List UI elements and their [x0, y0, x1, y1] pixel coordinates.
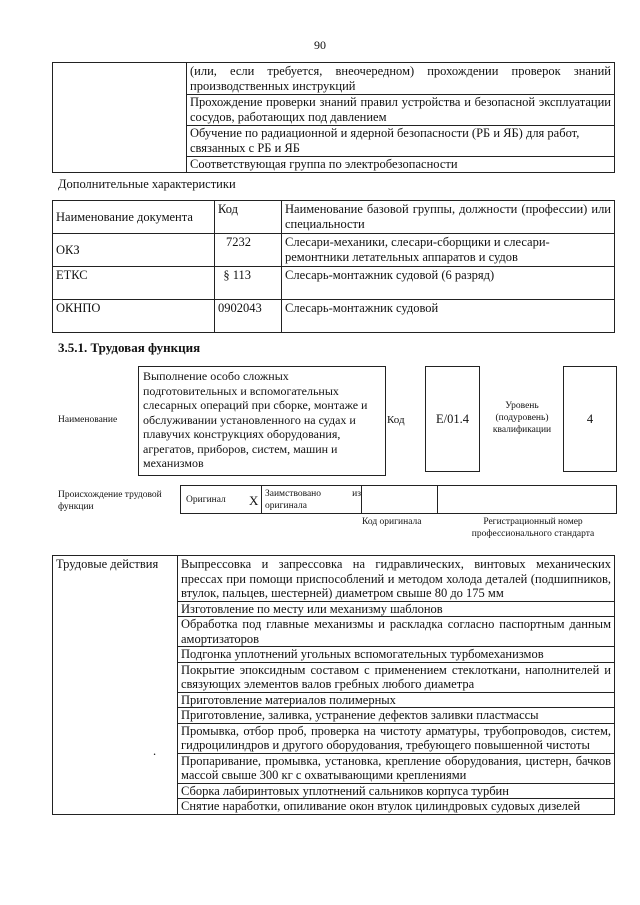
origin-row	[180, 485, 617, 514]
original-label: Оригинал	[186, 495, 226, 505]
code-original-caption: Код оригинала	[362, 517, 422, 527]
list-item: Снятие наработки, опиливание окон втулок цилиндровых судовых дизелей	[178, 798, 614, 814]
list-item: Выпрессовка и запрессовка на гидравлических, винтовых механических прессах при помощи приспособлений и методом холода деталей (подшипников, втулок, пальцев, шестерней) диаметром свыше 80 до 175 мм	[181, 557, 611, 600]
rule-item: Обучение по радиационной и ядерной безопасности (РБ и ЯБ) для работ, связанных с РБ и ЯБ	[187, 125, 614, 156]
section-heading: 3.5.1. Трудовая функция	[58, 340, 201, 355]
doc-name-cell: ОКЗ	[53, 234, 215, 267]
list-item: Пропаривание, промывка, установка, крепление оборудования, цистерн, бачков массой свыше 300 кг с охватывающими креплениями	[178, 753, 614, 783]
code-cell: 7232	[215, 234, 282, 267]
origin-label: Происхождение трудовой функции	[58, 490, 162, 512]
list-item: Подгонка уплотнений угольных вспомогательных турбомеханизмов	[178, 646, 614, 662]
divider	[261, 486, 262, 513]
header-code: Код	[215, 201, 282, 234]
reg-number-caption: Регистрационный номер профессионального стандарта	[471, 517, 595, 539]
stray-dot: .	[153, 744, 157, 758]
empty-label-cell	[53, 63, 187, 173]
page-number: 90	[314, 38, 326, 52]
name-label: Наименование	[58, 415, 118, 425]
qualification-level-label: Уровень (подуровень) квалификации	[492, 401, 552, 435]
list-item: Приготовление, заливка, устранение дефектов заливки пластмассы	[178, 707, 614, 723]
divider	[361, 486, 362, 513]
function-name-box: Выполнение особо сложных подготовительных и вспомогательных слесарных операций при сборке, монтаже и обслуживании установленного на судах и плавучих конструкциях оборудования, агрегатов, приборов, систем, машин и механизмов	[138, 366, 386, 476]
function-code-box: E/01.4	[425, 366, 480, 472]
additional-characteristics-title: Дополнительные характеристики	[58, 177, 236, 191]
rule-item: Соответствующая группа по электробезопасности	[187, 156, 614, 172]
rules-cell	[187, 63, 615, 173]
header-doc-name: Наименование документа	[53, 201, 215, 234]
labor-actions-table	[52, 555, 615, 815]
list-item: Обработка под главные механизмы и раскладка согласно паспортным данным амортизаторов	[178, 616, 614, 646]
code-label: Код	[387, 414, 405, 426]
labor-actions-label-cell	[53, 556, 178, 815]
doc-name-cell: ОКНПО	[53, 300, 215, 333]
original-mark: X	[249, 493, 259, 508]
code-cell: 0902043	[215, 300, 282, 333]
labor-actions-list	[178, 556, 615, 815]
group-name-cell: Слесари-механики, слесари-сборщики и слесари-ремонтники летательных аппаратов и судов	[282, 234, 615, 267]
list-item: Изготовление по месту или механизму шаблонов	[178, 601, 614, 617]
borrowed-label: Заимствовано из оригинала	[265, 489, 361, 511]
doc-name-cell: ЕТКС	[53, 267, 215, 300]
qualification-level-box: 4	[563, 366, 617, 472]
code-cell: § 113	[215, 267, 282, 300]
list-item: Сборка лабиринтовых уплотнений сальников корпуса турбин	[178, 783, 614, 799]
rule-item: (или, если требуется, внеочередном) прохождении проверок знаний производственных инструкций	[190, 64, 611, 93]
list-item: Приготовление материалов полимерных	[178, 692, 614, 708]
list-item: Покрытие эпоксидным составом с применением стеклоткани, наполнителей и связующих элементов валов гребных любого диаметра	[178, 662, 614, 692]
group-name-cell: Слесарь-монтажник судовой (6 разряд)	[282, 267, 615, 300]
divider	[437, 486, 438, 513]
group-name-cell: Слесарь-монтажник судовой	[282, 300, 615, 333]
header-group-name: Наименование базовой группы, должности (профессии) или специальности	[282, 201, 615, 234]
requirements-table-continuation	[52, 62, 615, 173]
document-codes-table	[52, 200, 615, 333]
list-item: Промывка, отбор проб, проверка на чистоту арматуры, трубопроводов, систем, гидроцилиндров и другого оборудования, требующего повышенной чистоты	[178, 723, 614, 753]
rule-item: Прохождение проверки знаний правил устройства и безопасной эксплуатации сосудов, работающих под давлением	[187, 94, 614, 125]
labor-actions-label: Трудовые действия	[56, 557, 159, 571]
